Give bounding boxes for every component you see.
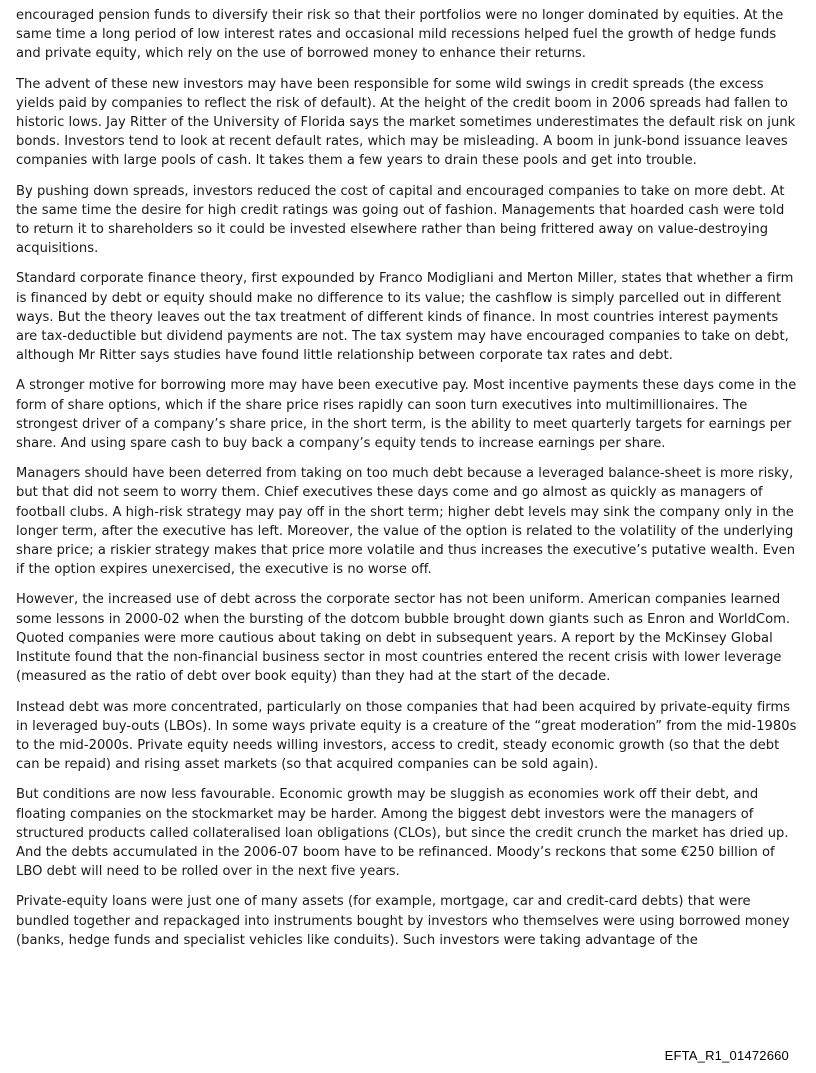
paragraph-5: A stronger motive for borrowing more may have been executive pay. Most incentive payments these days come in the form of share options, which if the share price rises rapidly can soon turn executives into multimillionaires. The strongest driver of a company’s share price, in the short term, is the ability to meet quarterly targets for earnings per share. And using spare cash to buy back a company’s equity tends to increase earnings per share. <box>16 378 797 452</box>
paragraph-9: But conditions are now less favourable. Economic growth may be sluggish as economies work off their debt, and floating companies on the stockmarket may be harder. Among the biggest debt investors were the managers of structured products called collateralised loan obligations (CLOs), but since the credit crunch the market has dried up. And the debts accumulated in the 2006-07 boom have to be refinanced. Moody’s reckons that some €250 billion of LBO debt will need to be rolled over in the next five years. <box>16 787 789 880</box>
document-id-stamp: EFTA_R1_01472660 <box>664 1048 789 1063</box>
paragraph-6: Managers should have been deterred from taking on too much debt because a leveraged balance-sheet is more risky, but that did not seem to worry them. Chief executives these days come and go almost as quickly as managers of football clubs. A high-risk strategy may pay off in the short term; higher debt levels may sink the company only in the longer term, after the executive has left. Moreover, the value of the option is related to the volatility of the underlying share price; a riskier strategy makes that price more volatile and thus increases the executive’s putative wealth. Even if the option expires unexercised, the executive is no worse off. <box>16 466 796 578</box>
paragraph-10: Private-equity loans were just one of many assets (for example, mortgage, car and credit-card debts) that were bundled together and repackaged into instruments bought by investors who themselves were using borrowed money (banks, hedge funds and specialist vehicles like conduits). Such investors were taking advantage of the <box>16 894 790 948</box>
paragraph-4: Standard corporate finance theory, first expounded by Franco Modigliani and Merton Miller, states that whether a firm is financed by debt or equity should make no difference to its value; the cashflow is simply parcelled out in different ways. But the theory leaves out the tax treatment of different kinds of finance. In most countries interest payments are tax-deductible but dividend payments are not. The tax system may have encouraged companies to take on debt, although Mr Ritter says studies have found little relationship between corporate tax rates and debt. <box>16 271 794 364</box>
paragraph-3: By pushing down spreads, investors reduced the cost of capital and encouraged companies to take on more debt. At the same time the desire for high credit ratings was going out of fashion. Managements that hoarded cash were told to return it to shareholders so it could be invested elsewhere rather than being frittered away on value-destroying acquisitions. <box>16 183 785 257</box>
article-body <box>16 6 798 961</box>
paragraph-2: The advent of these new investors may have been responsible for some wild swings in credit spreads (the excess yields paid by companies to reflect the risk of default). At the height of the credit boom in 2006 spreads had fallen to historic lows. Jay Ritter of the University of Florida says the market sometimes underestimates the default risk on junk bonds. Investors tend to look at recent default rates, which may be misleading. A boom in junk-bond issuance leaves companies with large pools of cash. It takes them a few years to drain these pools and get into trouble. <box>16 76 796 169</box>
paragraph-7: However, the increased use of debt across the corporate sector has not been uniform. American companies learned some lessons in 2000-02 when the bursting of the dotcom bubble brought down giants such as Enron and WorldCom. Quoted companies were more cautious about taking on debt in subsequent years. A report by the McKinsey Global Institute found that the non-financial business sector in most countries entered the recent crisis with lower leverage (measured as the ratio of debt over book equity) than they had at the start of the decade. <box>16 592 791 685</box>
paragraph-1: encouraged pension funds to diversify their risk so that their portfolios were no longer dominated by equities. At the same time a long period of low interest rates and occasional mild recessions helped fuel the growth of hedge funds and private equity, which rely on the use of borrowed money to enhance their returns. <box>16 8 784 62</box>
paragraph-8: Instead debt was more concentrated, particularly on those companies that had been acquired by private-equity firms in leveraged buy-outs (LBOs). In some ways private equity is a creature of the “great moderation” from the mid-1980s to the mid-2000s. Private equity needs willing investors, access to credit, steady economic growth (so that the debt can be repaid) and rising asset markets (so that acquired companies can be sold again). <box>16 699 797 773</box>
